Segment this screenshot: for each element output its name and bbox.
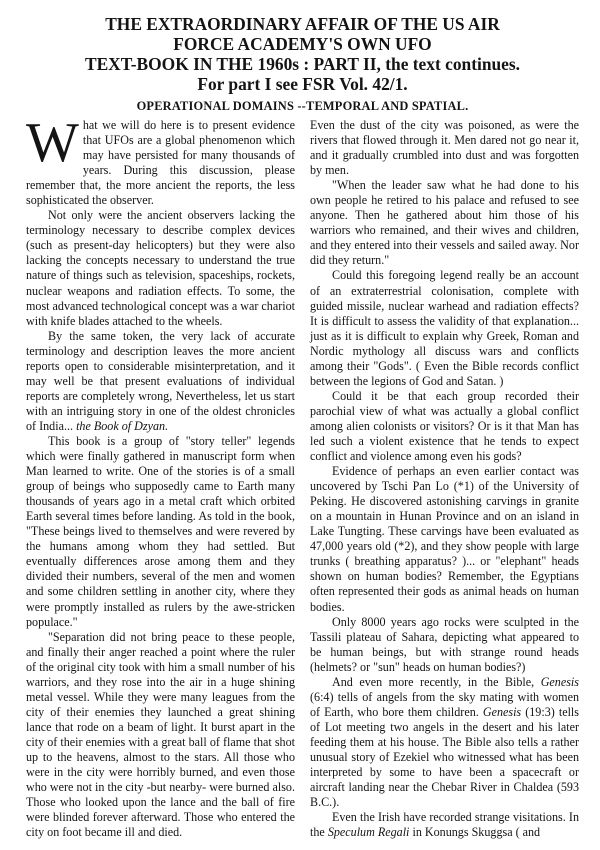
body-columns — [26, 112, 579, 840]
paragraph — [310, 810, 579, 840]
section-heading: OPERATIONAL DOMAINS --TEMPORAL AND SPATIAL. — [136, 99, 469, 113]
left-column — [26, 112, 295, 840]
paragraph-text: And even more recently, in the Bible, — [332, 674, 535, 689]
right-column — [310, 118, 579, 840]
title-line-1: THE EXTRAORDINARY AFFAIR OF THE US AIR — [105, 14, 500, 34]
title-line-3: TEXT-BOOK IN THE 1960s : PART II, the text continues. — [84, 54, 520, 74]
paragraph-text: in Konungs Skuggsa ( and — [412, 825, 541, 840]
paragraph-text: hat we will do here is to present evidence that UFOs are a global phenomenon which may have persisted for many thousands of years. During this discussion, please remember that, the more ancient the reports, the less sophisticated the observer. — [26, 118, 295, 208]
paragraph — [310, 675, 579, 810]
paragraph: "When the leader saw what he had done to his own people he retired to his palace and refused to see anyone. Then he gathered about him those of his warriors who remained, and their wives and children, and they entered into their vessels and sailed away. Nor did they return." — [310, 178, 579, 268]
paragraph-text: Even the Irish have recorded strange visitations. In the — [310, 810, 579, 840]
paragraph: Not only were the ancient observers lacking the terminology necessary to describe complex devices (such as present-day helicopters) but they were also lacking the concepts necessary to understand the true nature of things such as television, spaceships, rockets, nuclear weapons and radiation effects. To some, the most advanced technological concept was a war chariot with knife blades attached to the wheels. — [26, 208, 295, 328]
paragraph-text: (19:3) tells of Lot meeting two angels in the desert and his later feeding them at his house. The Bible also tells a rather unusual story of Ezekiel who witnessed what has been interpreted by some to have been a spacecraft or aircraft landing near the Chebar River in Chaldea (593 B.C.). — [310, 704, 579, 810]
book-title: Genesis — [482, 704, 522, 719]
book-title: Genesis — [540, 674, 579, 689]
paragraph: Only 8000 years ago rocks were sculpted in the Tassili plateau of Sahara, depicting what appeared to be human beings, but with strange round heads (helmets? or "sun" heads on human bodies?) — [310, 614, 579, 674]
paragraph: This book is a group of "story teller" legends which were finally gathered in manuscript form when Man learned to write. One of the stories is of a small group of beings who supposedly came to Earth many thousands of years ago in a metal craft which orbited Earth several times before landing. As told in the book, "These beings lived to themselves and were revered by the humans among whom they had settled. But eventually differences arose among them and they divided their numbers, several of the men and women and some children settling in another city, where they were promptly installed as rulers by the awe-stricken populace." — [26, 433, 295, 629]
paragraph-text: (6:4) tells of angels from the sky mating with women of Earth, who bore them children. — [310, 689, 579, 719]
paragraph: Even the dust of the city was poisoned, as were the rivers that flowed through it. Men dared not go near it, and it gradually crumbled into dust and was forgotten by men. — [310, 118, 579, 178]
paragraph-text: By the same token, the very lack of accurate terminology and description leaves the more ancient reports open to considerable misinterpretation, and it may well be that present evaluations of individual reports are completely wrong, Nevertheless, let us start with an intriguing story in one of the oldest chronicles of India... — [26, 328, 295, 433]
drop-cap: W — [26, 112, 79, 174]
book-title: Speculum Regali — [327, 825, 410, 840]
book-title: the Book of Dzyan. — [76, 418, 169, 433]
paragraph: "Separation did not bring peace to these people, and finally their anger reached a point where the ruler of the original city took with him a small number of his warriors, and they rose into the air in a huge shining metal vessel. While they were many leagues from the city of their enemies they launched a great shining lance that rode on a beam of light. It burst apart in the city of their enemies with a great ball of flame that shot up to the heavens, almost to the stars. All those who were in the city were horribly burned, and even those who were not in the city -but nearby- were burned also. Those who looked upon the lance and the ball of fire were blinded forever afterward. Those who entered the city on foot became ill and died. — [26, 629, 295, 840]
paragraph: Could this foregoing legend really be an account of an extraterrestrial colonisation, complete with guided missile, nuclear warhead and radiation effects? It is difficult to assess the validity of that explanation... just as it is difficult to explain why Greek, Roman and Nordic mythology all discuss wars and conflicts among their "Gods". ( Even the Bible records conflict between the legions of God and Satan. ) — [310, 268, 579, 388]
title-line-2: FORCE ACADEMY'S OWN UFO — [173, 34, 432, 54]
paragraph: Could it be that each group recorded their parochial view of what was actually a global conflict among alien colonists or visitors? Or is it that Man has led such a violent existence that he tends to expect conflict and violence among even his gods? — [310, 388, 579, 464]
paragraph — [26, 112, 295, 208]
paragraph — [26, 329, 295, 434]
article-title — [26, 14, 579, 94]
title-line-4: For part I see FSR Vol. 42/1. — [197, 74, 408, 94]
paragraph: Evidence of perhaps an even earlier contact was uncovered by Tschi Pan Lo (*1) of the University of Peking. He discovered astonishing carvings in granite on a mountain in Hunan Province and on an island in Lake Tungting. These carvings have been evaluated as 47,000 years old (*2), and they show people with large trunks ( breathing apparatus? )... or "elephant" heads shown on human bodies? Remember, the Egyptians often represented their gods as animal heads on human bodies. — [310, 464, 579, 614]
